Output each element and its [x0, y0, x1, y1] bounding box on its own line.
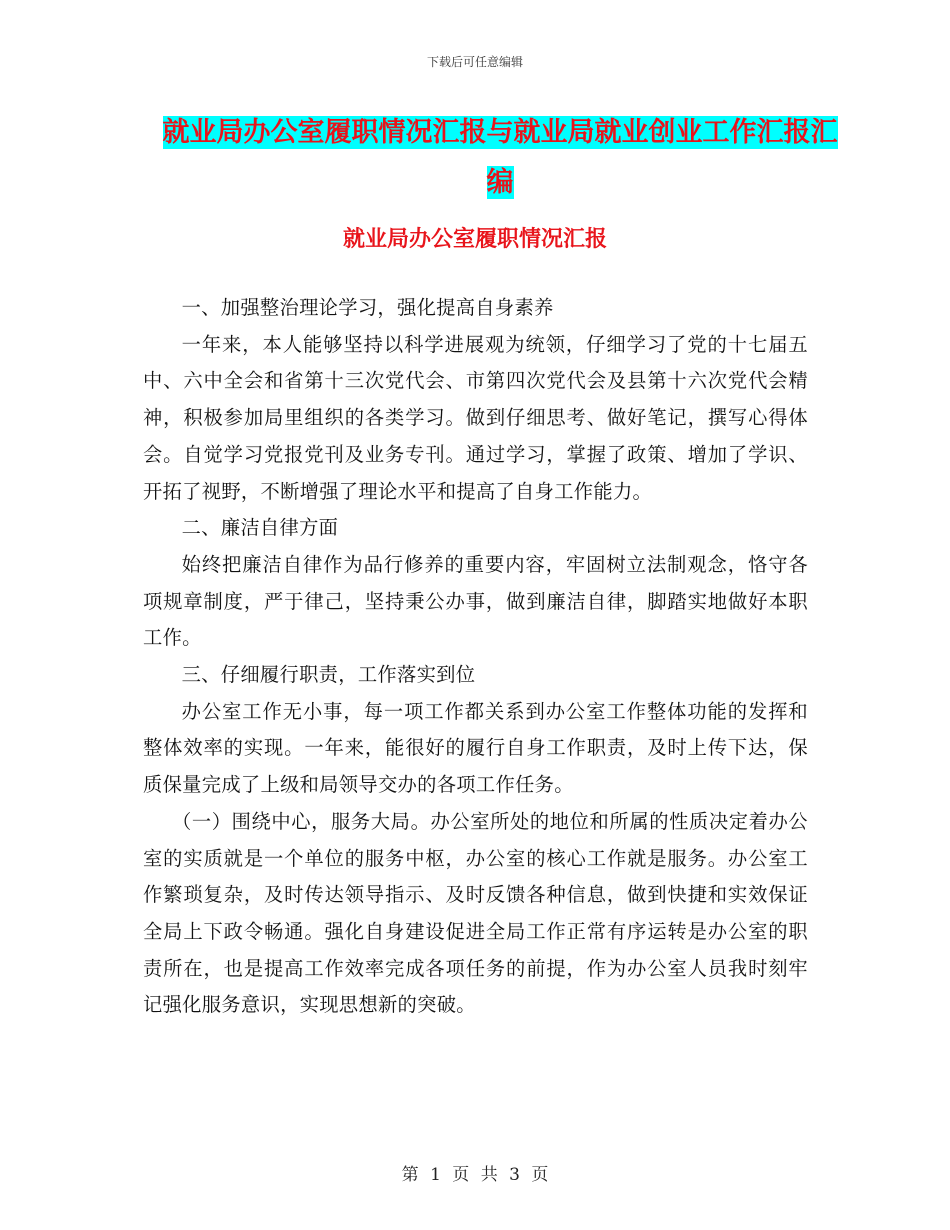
paragraph-1: 一年来，本人能够坚持以科学进展观为统领，仔细学习了党的十七届五中、六中全会和省第十三次党代会、市第四次党代会及县第十六次党代会精神，积极参加局里组织的各类学习。做到仔细思考、做好笔记，撰写心得体会。自觉学习党报党刊及业务专刊。通过学习，掌握了政策、增加了学识、开拓了视野，不断增强了理论水平和提高了自身工作能力。	[143, 332, 808, 503]
document-title	[150, 108, 850, 208]
document-title-text: 就业局办公室履职情况汇报与就业局就业创业工作汇报汇编	[162, 117, 838, 198]
paragraph-4: （一）围绕中心，服务大局。办公室所处的地位和所属的性质决定着办公室的实质就是一个单位的服务中枢，办公室的核心工作就是服务。办公室工作繁琐复杂，及时传达领导指示、及时反馈各种信息，做到快捷和实效保证全局上下政令畅通。强化自身建设促进全局工作正常有序运转是办公室的职责所在，也是提高工作效率完成各项任务的前提，作为办公室人员我时刻牢记强化服务意识，实现思想新的突破。	[143, 809, 808, 1017]
section-title: 就业局办公室履职情况汇报	[342, 227, 607, 252]
paragraph-3: 办公室工作无小事，每一项工作都关系到办公室工作整体功能的发挥和整体效率的实现。一年来，能很好的履行自身工作职责，及时上传下达，保质保量完成了上级和局领导交办的各项工作任务。	[143, 699, 808, 797]
paragraph-2: 始终把廉洁自律作为品行修养的重要内容，牢固树立法制观念，恪守各项规章制度，严于律己，坚持秉公办事，做到廉洁自律，脚踏实地做好本职工作。	[143, 552, 808, 650]
heading-2: 二、廉洁自律方面	[181, 516, 339, 540]
heading-1: 一、加强整治理论学习，强化提高自身素养	[181, 296, 554, 319]
heading-3: 三、仔细履行职责，工作落实到位	[181, 663, 476, 687]
document-body	[143, 290, 808, 1024]
page-number: 第 1 页 共 3 页	[401, 1165, 549, 1185]
header-note: 下载后可任意编辑	[426, 55, 523, 69]
